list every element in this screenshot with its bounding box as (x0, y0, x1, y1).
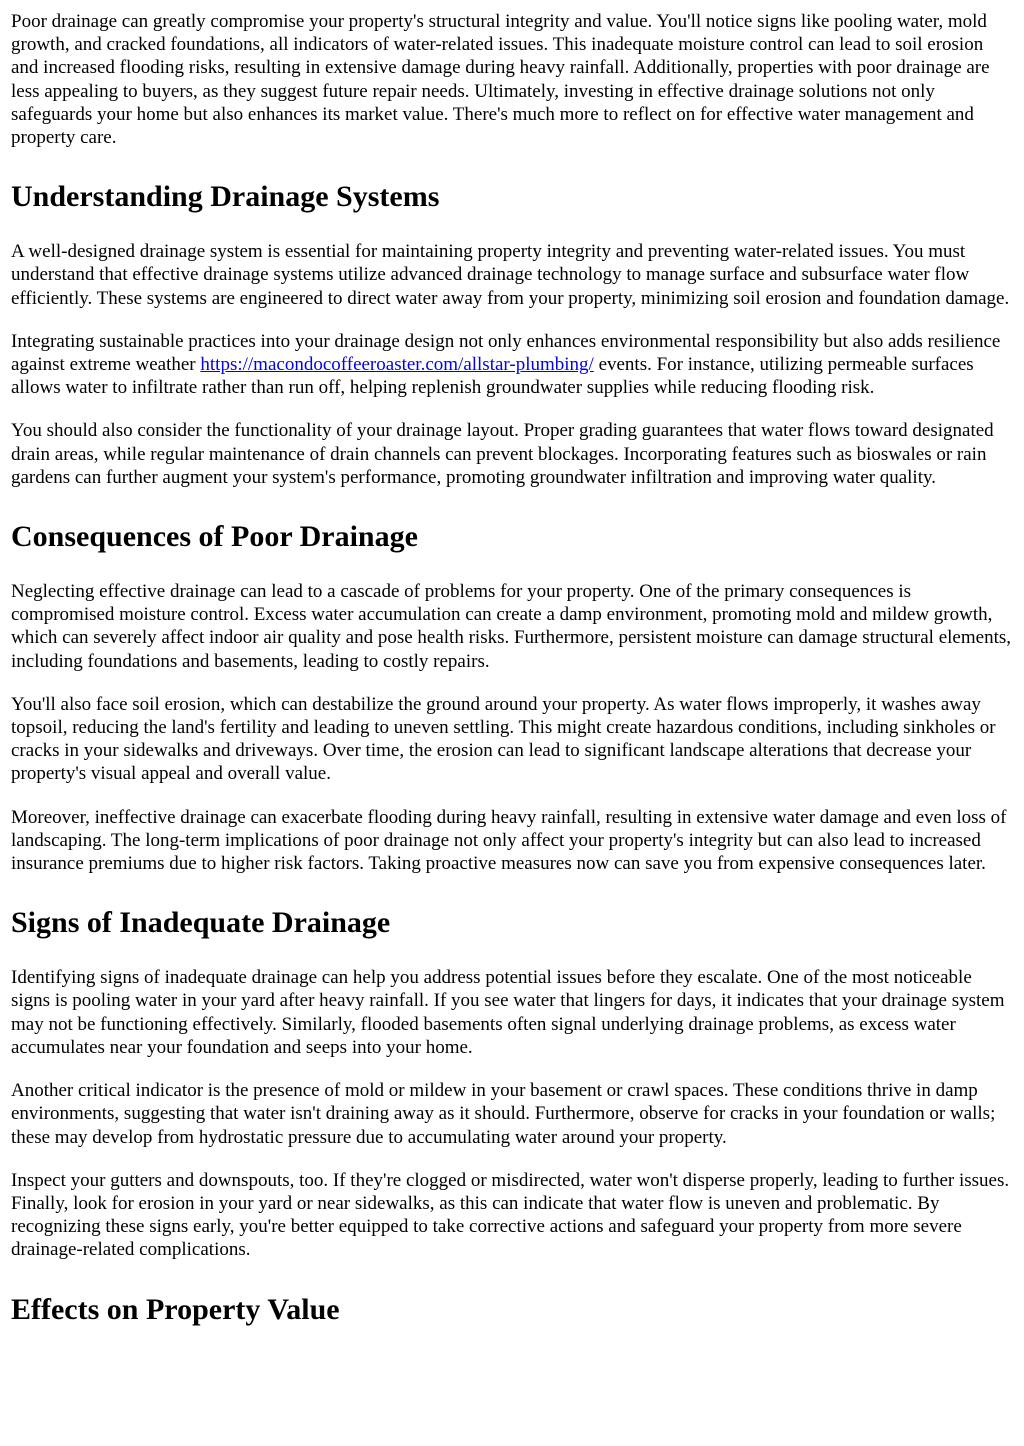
understanding-paragraph-1: A well-designed drainage system is essential for maintaining property integrity and preventing water-related issues. You must understand that effective drainage systems utilize advanced drainage technology to manage surface and subsurface water flow efficiently. These systems are engineered to direct water away from your property, minimizing soil erosion and foundation damage. (11, 241, 1010, 309)
understanding-paragraph-2 (11, 330, 1014, 400)
heading-consequences-of-poor-drainage: Consequences of Poor Drainage (11, 520, 418, 554)
signs-paragraph-3: Inspect your gutters and downspouts, too. If they're clogged or misdirected, water won't disperse properly, leading to further issues. Finally, look for erosion in your yard or near sidewalks, as this can indicate that water flow is uneven and problematic. By recognizing these signs early, you're better equipped to take corrective actions and safeguard your property from more severe drainage-related complications. (11, 1169, 1010, 1261)
heading-signs-of-inadequate-drainage: Signs of Inadequate Drainage (11, 906, 391, 940)
understanding-paragraph-2-text-after: events. For instance, utilizing permeable surfaces allows water to infiltrate rather than run off, helping replenish groundwater supplies while reducing flooding risk. (11, 354, 974, 399)
consequences-paragraph-1: Neglecting effective drainage can lead to a cascade of problems for your property. One of the primary consequences is compromised moisture control. Excess water accumulation can create a damp environment, promoting mold and mildew growth, which can severely affect indoor air quality and pose health risks. Furthermore, persistent moisture can damage structural elements, including foundations and basements, leading to costly repairs. (11, 581, 1011, 672)
consequences-paragraph-3: Moreover, ineffective drainage can exacerbate flooding during heavy rainfall, resulting in extensive water damage and even loss of landscaping. The long-term implications of poor drainage not only affect your property's integrity but can also lead to increased insurance premiums due to higher risk factors. Taking proactive measures now can save you from expensive consequences later. (11, 806, 1007, 875)
signs-paragraph-2: Another critical indicator is the presence of mold or mildew in your basement or crawl spaces. These conditions thrive in damp environments, suggesting that water isn't draining away as it should. Furthermore, observe for cracks in your foundation or walls; these may develop from hydrostatic pressure due to accumulating water around your property. (11, 1080, 996, 1148)
signs-paragraph-1: Identifying signs of inadequate drainage can help you address potential issues before they escalate. One of the most noticeable signs is pooling water in your yard after heavy rainfall. If you see water that lingers for days, it indicates that your drainage system may not be functioning effectively. Similarly, flooded basements often signal underlying drainage problems, as excess water accumulates near your foundation and seeps into your home. (11, 967, 1005, 1058)
consequences-paragraph-2: You'll also face soil erosion, which can destabilize the ground around your property. As water flows improperly, it washes away topsoil, reducing the land's fertility and leading to uneven settling. This might create hazardous conditions, including sinkholes or cracks in your sidewalks and driveways. Over time, the erosion can lead to significant landscape alterations that decrease your property's visual appeal and overall value. (11, 693, 996, 785)
understanding-paragraph-2-text-before: Integrating sustainable practices into your drainage design not only enhances environmental responsibility but also adds resilience against extreme weather (11, 330, 1001, 376)
understanding-paragraph-3: You should also consider the functionality of your drainage layout. Proper grading guarantees that water flows toward designated drain areas, while regular maintenance of drain channels can prevent blockages. Incorporating features such as bioswales or rain gardens can further augment your system's performance, promoting groundwater infiltration and improving water quality. (11, 420, 994, 488)
heading-understanding-drainage-systems: Understanding Drainage Systems (11, 180, 440, 214)
intro-paragraph: Poor drainage can greatly compromise your property's structural integrity and value. You'll notice signs like pooling water, mold growth, and cracked foundations, all indicators of water-related issues. This inadequate moisture control can lead to soil erosion and increased flooding risks, resulting in extensive damage during heavy rainfall. Additionally, properties with poor drainage are less appealing to buyers, as they suggest future repair needs. Ultimately, investing in effective drainage solutions not only safeguards your home but also enhances its market value. There's much more to reflect on for effective water management and property care. (11, 11, 990, 149)
allstar-plumbing-link[interactable]: https://macondocoffeeroaster.com/allstar-plumbing/ (200, 354, 594, 376)
heading-effects-on-property-value: Effects on Property Value (11, 1292, 340, 1326)
